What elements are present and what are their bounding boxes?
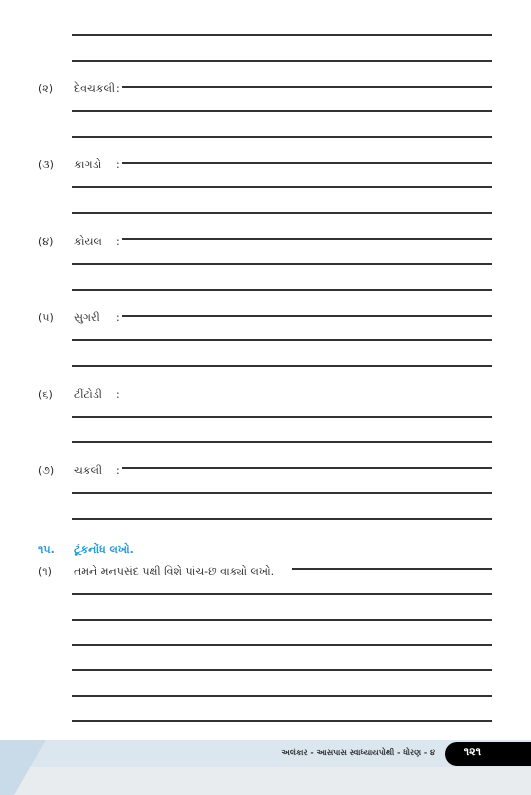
answer-line bbox=[72, 695, 492, 697]
item-number: (૬) bbox=[38, 388, 53, 401]
item-colon: : bbox=[116, 158, 120, 171]
answer-line bbox=[122, 86, 492, 88]
item-label: કાગડો bbox=[74, 158, 102, 171]
item-number: (૫) bbox=[38, 311, 54, 324]
answer-line bbox=[72, 593, 492, 595]
answer-line bbox=[72, 518, 492, 520]
answer-line bbox=[72, 669, 492, 671]
item-colon: : bbox=[116, 311, 120, 324]
footer-decoration bbox=[0, 740, 60, 795]
answer-line bbox=[72, 212, 492, 214]
item-label: ટીંટોડી bbox=[74, 388, 102, 401]
answer-line bbox=[72, 441, 492, 443]
answer-line bbox=[122, 315, 492, 317]
page-number: ૧૨૧ bbox=[463, 745, 481, 758]
item-colon: : bbox=[116, 235, 120, 248]
item-number: (૨) bbox=[38, 82, 54, 95]
answer-line bbox=[72, 416, 492, 418]
item-number: (૪) bbox=[38, 235, 54, 248]
item-colon: : bbox=[116, 388, 120, 401]
question-number: (૧) bbox=[38, 565, 52, 578]
item-label: ચકલી bbox=[74, 464, 103, 477]
answer-line bbox=[72, 720, 492, 722]
answer-line bbox=[72, 492, 492, 494]
question-text: તમને મનપસંદ પક્ષી વિશે પાંચ-છ વાક્યો લખો. bbox=[74, 565, 275, 578]
answer-line bbox=[72, 110, 492, 112]
item-colon: : bbox=[116, 464, 120, 477]
item-label: સુગરી bbox=[74, 311, 100, 324]
answer-line bbox=[72, 619, 492, 621]
answer-line bbox=[122, 238, 492, 240]
answer-line bbox=[72, 644, 492, 646]
answer-line bbox=[292, 568, 492, 570]
item-colon: : bbox=[116, 82, 120, 95]
item-number: (૭) bbox=[38, 464, 55, 477]
answer-line bbox=[72, 136, 492, 138]
footer-band-lower bbox=[0, 767, 531, 795]
answer-line bbox=[72, 263, 492, 265]
answer-line bbox=[72, 186, 492, 188]
answer-line bbox=[72, 60, 492, 62]
answer-line bbox=[72, 339, 492, 341]
item-label: દેવચકલી bbox=[74, 82, 116, 95]
item-label: કોયલ bbox=[74, 235, 102, 248]
answer-line bbox=[72, 365, 492, 367]
answer-line bbox=[72, 289, 492, 291]
footer-book-title: અલંકાર - આસપાસ સ્વાધ્યાયપોથી - ધોરણ - ૪ bbox=[281, 748, 435, 757]
page-number-tab bbox=[445, 742, 531, 766]
answer-line bbox=[122, 162, 492, 164]
section-title: ટૂંકનોંધ લખો. bbox=[74, 543, 134, 556]
answer-line bbox=[122, 467, 492, 469]
answer-line bbox=[72, 34, 492, 36]
item-number: (૩) bbox=[38, 158, 54, 171]
section-number: ૧૫. bbox=[38, 543, 55, 556]
